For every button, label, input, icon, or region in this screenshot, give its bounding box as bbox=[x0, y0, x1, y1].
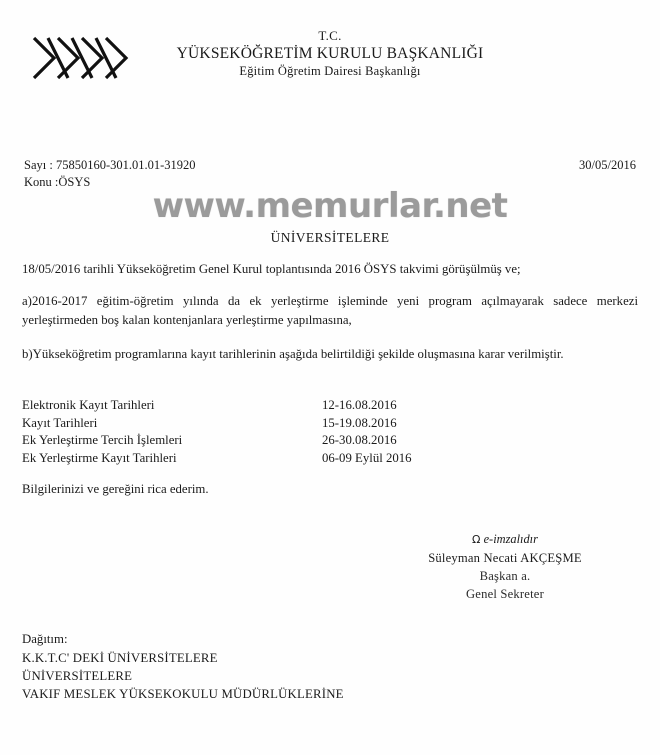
date-value: 15-19.08.2016 bbox=[322, 415, 397, 430]
document-header bbox=[0, 28, 660, 80]
list-item: VAKIF MESLEK YÜKSEKOKULU MÜDÜRLÜKLERİNE bbox=[22, 687, 344, 701]
list-item: ÜNİVERSİTELERE bbox=[22, 669, 133, 683]
reference-number-row bbox=[24, 157, 196, 174]
closing-sentence: Bilgilerinizi ve gereğini rica ederim. bbox=[22, 482, 209, 496]
header-line-tc: T.C. bbox=[318, 28, 342, 43]
date-value: 06-09 Eylül 2016 bbox=[322, 450, 412, 465]
e-signature-text: e-imzalıdır bbox=[483, 532, 538, 546]
table-row bbox=[22, 450, 502, 468]
sayi-label: Sayı : bbox=[24, 158, 53, 172]
header-line-department: Eğitim Öğretim Dairesi Başkanlığı bbox=[239, 64, 421, 78]
distribution-title: Dağıtım: bbox=[22, 632, 68, 646]
watermark: www.memurlar.net bbox=[152, 186, 508, 226]
date-value: 12-16.08.2016 bbox=[322, 398, 397, 412]
paragraph-item-b: b)Yükseköğretim programlarına kayıt tarihlerinin aşağıda belirtildiği şekilde oluşmasına karar verilmiştir. bbox=[22, 347, 564, 361]
table-row bbox=[22, 397, 502, 415]
header-line-institution: YÜKSEKÖĞRETİM KURULU BAŞKANLIĞI bbox=[176, 45, 484, 62]
e-signature-line bbox=[380, 530, 630, 549]
paragraph-item-a: a)2016-2017 eğitim-öğretim yılında da ek yerleştirme işleminde yeni program açılmayarak sadece merkezi yerleştirmeden boş kalan kontenjanlara yerleştirme yapılmasına, bbox=[22, 294, 638, 327]
date-label: Elektronik Kayıt Tarihleri bbox=[22, 398, 155, 412]
recipient-heading: ÜNİVERSİTELERE bbox=[270, 230, 390, 245]
signatory-title: Genel Sekreter bbox=[466, 587, 544, 601]
date-label: Ek Yerleştirme Tercih İşlemleri bbox=[22, 433, 183, 447]
date-label: Ek Yerleştirme Kayıt Tarihleri bbox=[22, 450, 177, 465]
document-date: 30/05/2016 bbox=[579, 158, 636, 172]
table-row bbox=[22, 415, 502, 433]
konu-value: ÖSYS bbox=[58, 175, 91, 189]
signatory-role-on-behalf: Başkan a. bbox=[479, 569, 531, 583]
signatory-name: Süleyman Necati AKÇEŞME bbox=[428, 551, 582, 565]
list-item: K.K.T.C' DEKİ ÜNİVERSİTELERE bbox=[22, 651, 218, 665]
registration-dates-table bbox=[22, 397, 502, 467]
table-row bbox=[22, 432, 502, 450]
date-label: Kayıt Tarihleri bbox=[22, 415, 98, 430]
konu-label: Konu : bbox=[24, 175, 59, 189]
paragraph-intro: 18/05/2016 tarihli Yükseköğretim Genel Kurul toplantısında 2016 ÖSYS takvimi görüşülmüş ve; bbox=[22, 262, 521, 276]
sayi-value: 75850160-301.01.01-31920 bbox=[55, 158, 196, 172]
distribution-block bbox=[22, 630, 344, 703]
e-signature-icon: Ω bbox=[472, 533, 481, 546]
signature-block bbox=[380, 530, 630, 603]
date-value: 26-30.08.2016 bbox=[322, 433, 397, 447]
